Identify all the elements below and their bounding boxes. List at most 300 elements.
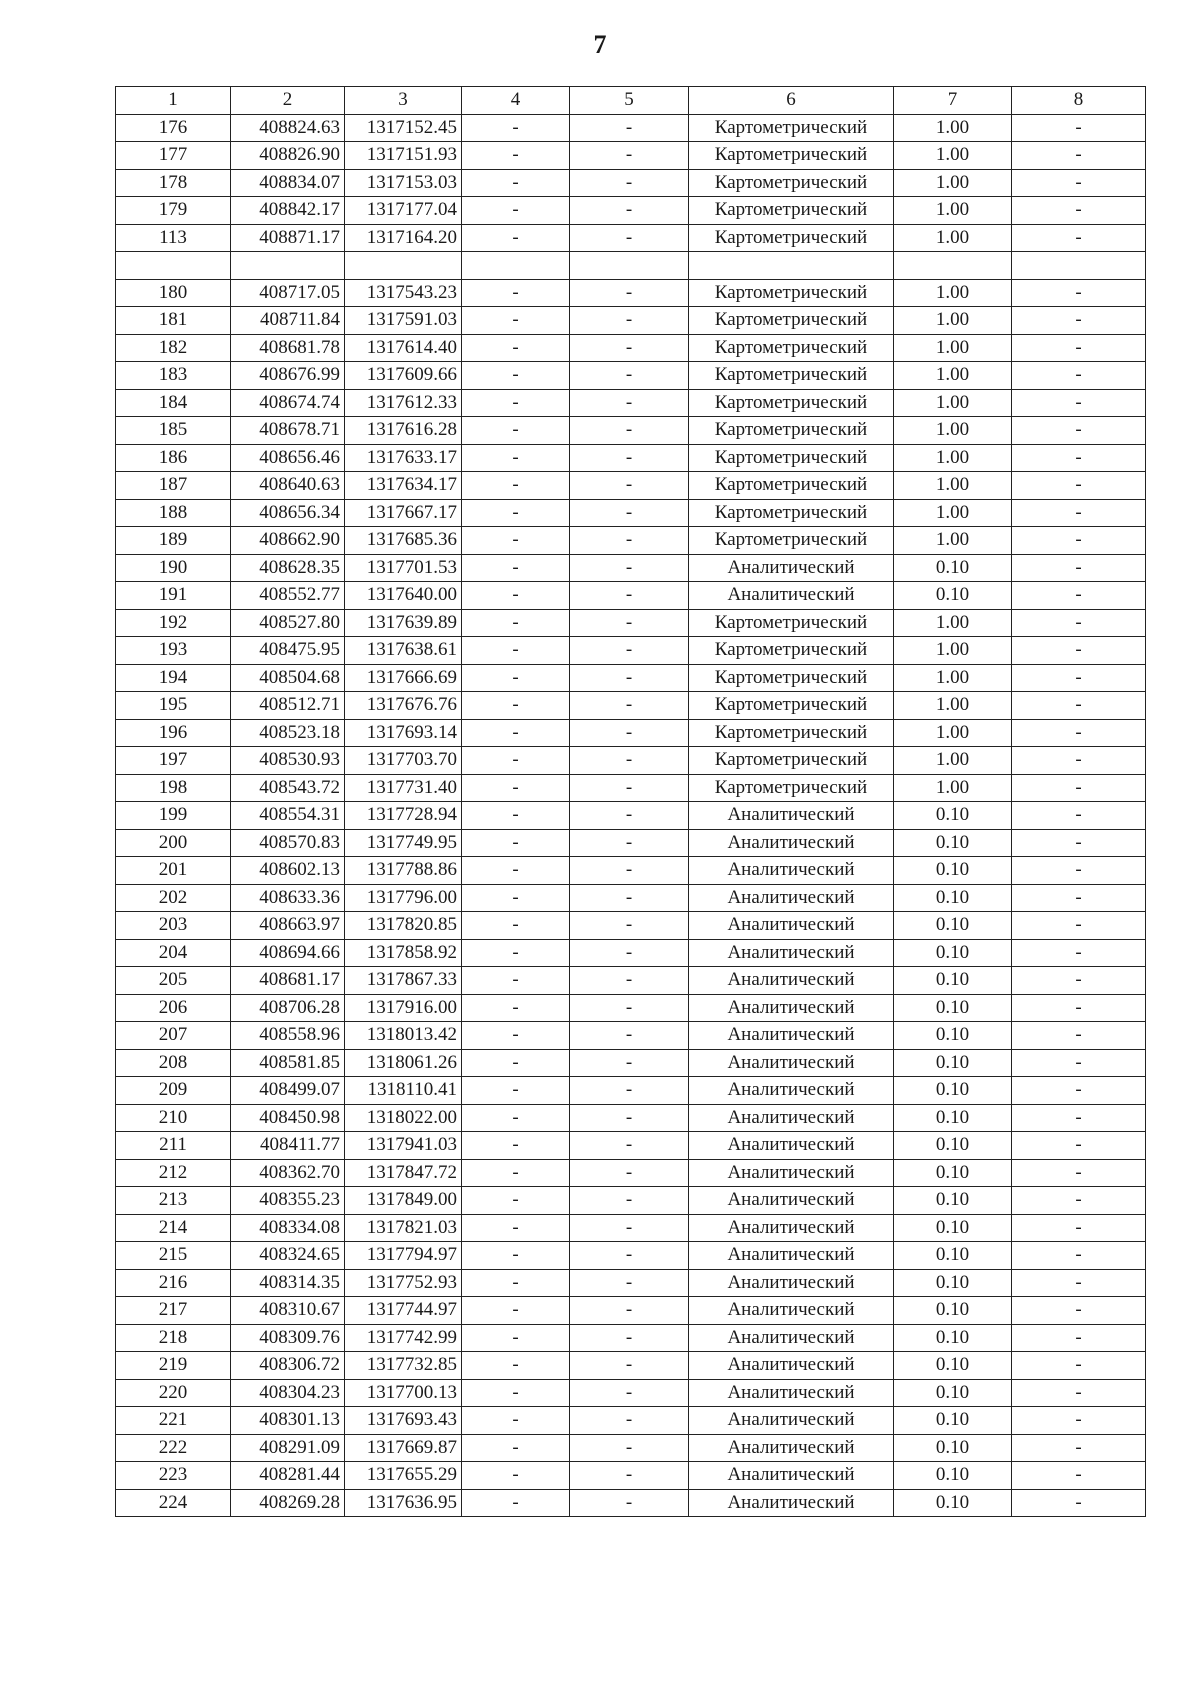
method-cell: Аналитический: [689, 1242, 894, 1270]
col5-cell: -: [570, 637, 689, 665]
col8-cell: -: [1012, 774, 1146, 802]
col4-cell: [462, 252, 570, 280]
col4-cell: -: [462, 609, 570, 637]
method-cell: Аналитический: [689, 802, 894, 830]
accuracy-cell: 1.00: [894, 169, 1012, 197]
y-coordinate-cell: 1317633.17: [345, 444, 462, 472]
method-cell: Картометрический: [689, 169, 894, 197]
accuracy-cell: 1.00: [894, 307, 1012, 335]
point-number-cell: 192: [116, 609, 231, 637]
col8-cell: -: [1012, 664, 1146, 692]
accuracy-cell: 0.10: [894, 912, 1012, 940]
accuracy-cell: 1.00: [894, 719, 1012, 747]
x-coordinate-cell: 408681.17: [231, 967, 345, 995]
x-coordinate-cell: 408717.05: [231, 279, 345, 307]
accuracy-cell: 0.10: [894, 1407, 1012, 1435]
col5-cell: -: [570, 802, 689, 830]
table-row: [116, 1352, 1146, 1380]
accuracy-cell: 0.10: [894, 1324, 1012, 1352]
accuracy-cell: 0.10: [894, 1489, 1012, 1517]
y-coordinate-cell: 1317796.00: [345, 884, 462, 912]
col5-cell: -: [570, 1269, 689, 1297]
x-coordinate-cell: 408314.35: [231, 1269, 345, 1297]
col5-cell: -: [570, 829, 689, 857]
method-cell: Аналитический: [689, 1077, 894, 1105]
table-row: [116, 1049, 1146, 1077]
method-cell: Картометрический: [689, 472, 894, 500]
col8-cell: -: [1012, 362, 1146, 390]
method-cell: Аналитический: [689, 1462, 894, 1490]
accuracy-cell: 1.00: [894, 334, 1012, 362]
col8-cell: -: [1012, 1187, 1146, 1215]
point-number-cell: 212: [116, 1159, 231, 1187]
table-row: [116, 582, 1146, 610]
method-cell: Картометрический: [689, 747, 894, 775]
col4-cell: -: [462, 692, 570, 720]
y-coordinate-cell: 1317634.17: [345, 472, 462, 500]
y-coordinate-cell: 1317794.97: [345, 1242, 462, 1270]
accuracy-cell: 0.10: [894, 857, 1012, 885]
accuracy-cell: 0.10: [894, 1269, 1012, 1297]
accuracy-cell: 0.10: [894, 1187, 1012, 1215]
col8-cell: -: [1012, 1269, 1146, 1297]
col5-cell: -: [570, 554, 689, 582]
method-cell: Картометрический: [689, 664, 894, 692]
col8-cell: -: [1012, 857, 1146, 885]
method-cell: Картометрический: [689, 774, 894, 802]
y-coordinate-cell: 1317858.92: [345, 939, 462, 967]
x-coordinate-cell: 408826.90: [231, 142, 345, 170]
accuracy-cell: 1.00: [894, 499, 1012, 527]
table-header-row: [116, 87, 1146, 115]
col4-cell: -: [462, 664, 570, 692]
y-coordinate-cell: 1317638.61: [345, 637, 462, 665]
col5-cell: -: [570, 747, 689, 775]
col4-cell: -: [462, 994, 570, 1022]
x-coordinate-cell: 408834.07: [231, 169, 345, 197]
col4-cell: -: [462, 1379, 570, 1407]
accuracy-cell: 1.00: [894, 664, 1012, 692]
col8-cell: -: [1012, 1352, 1146, 1380]
y-coordinate-cell: 1317788.86: [345, 857, 462, 885]
x-coordinate-cell: 408281.44: [231, 1462, 345, 1490]
col5-cell: -: [570, 1187, 689, 1215]
col8-cell: -: [1012, 527, 1146, 555]
method-cell: Аналитический: [689, 1269, 894, 1297]
col8-cell: -: [1012, 1104, 1146, 1132]
accuracy-cell: 0.10: [894, 1297, 1012, 1325]
method-cell: Аналитический: [689, 1407, 894, 1435]
col8-cell: -: [1012, 747, 1146, 775]
accuracy-cell: 0.10: [894, 939, 1012, 967]
point-number-cell: 193: [116, 637, 231, 665]
table-row: [116, 527, 1146, 555]
col4-cell: -: [462, 362, 570, 390]
accuracy-cell: 0.10: [894, 967, 1012, 995]
y-coordinate-cell: 1317612.33: [345, 389, 462, 417]
col8-cell: -: [1012, 609, 1146, 637]
x-coordinate-cell: 408552.77: [231, 582, 345, 610]
x-coordinate-cell: 408694.66: [231, 939, 345, 967]
column-header: 1: [116, 87, 231, 115]
point-number-cell: 198: [116, 774, 231, 802]
y-coordinate-cell: 1318013.42: [345, 1022, 462, 1050]
col5-cell: -: [570, 994, 689, 1022]
col4-cell: -: [462, 197, 570, 225]
col8-cell: -: [1012, 582, 1146, 610]
x-coordinate-cell: 408291.09: [231, 1434, 345, 1462]
point-number-cell: 183: [116, 362, 231, 390]
method-cell: Картометрический: [689, 279, 894, 307]
x-coordinate-cell: 408523.18: [231, 719, 345, 747]
table-row: [116, 1379, 1146, 1407]
col4-cell: -: [462, 142, 570, 170]
point-number-cell: 196: [116, 719, 231, 747]
col5-cell: -: [570, 527, 689, 555]
col5-cell: -: [570, 362, 689, 390]
col4-cell: -: [462, 1462, 570, 1490]
col5-cell: [570, 252, 689, 280]
col8-cell: -: [1012, 472, 1146, 500]
x-coordinate-cell: 408512.71: [231, 692, 345, 720]
column-header: 7: [894, 87, 1012, 115]
method-cell: Аналитический: [689, 1132, 894, 1160]
accuracy-cell: 0.10: [894, 1434, 1012, 1462]
col5-cell: -: [570, 1324, 689, 1352]
col4-cell: -: [462, 747, 570, 775]
method-cell: Картометрический: [689, 142, 894, 170]
point-number-cell: 185: [116, 417, 231, 445]
table-row: [116, 609, 1146, 637]
point-number-cell: 190: [116, 554, 231, 582]
method-cell: Картометрический: [689, 389, 894, 417]
y-coordinate-cell: 1317177.04: [345, 197, 462, 225]
col5-cell: -: [570, 1049, 689, 1077]
table-row: [116, 692, 1146, 720]
col5-cell: -: [570, 912, 689, 940]
point-number-cell: 191: [116, 582, 231, 610]
point-number-cell: 197: [116, 747, 231, 775]
y-coordinate-cell: 1317591.03: [345, 307, 462, 335]
point-number-cell: 188: [116, 499, 231, 527]
col5-cell: -: [570, 197, 689, 225]
x-coordinate-cell: 408310.67: [231, 1297, 345, 1325]
col5-cell: -: [570, 1407, 689, 1435]
table-row: [116, 417, 1146, 445]
col5-cell: -: [570, 279, 689, 307]
point-number-cell: 204: [116, 939, 231, 967]
col5-cell: -: [570, 142, 689, 170]
y-coordinate-cell: 1317701.53: [345, 554, 462, 582]
accuracy-cell: 0.10: [894, 1022, 1012, 1050]
table-row: [116, 1269, 1146, 1297]
col8-cell: -: [1012, 939, 1146, 967]
coordinates-table: [115, 86, 1146, 1517]
col5-cell: -: [570, 664, 689, 692]
table-row: [116, 169, 1146, 197]
col8-cell: -: [1012, 224, 1146, 252]
x-coordinate-cell: 408527.80: [231, 609, 345, 637]
method-cell: Аналитический: [689, 1159, 894, 1187]
col4-cell: -: [462, 1324, 570, 1352]
table-row: [116, 142, 1146, 170]
col8-cell: -: [1012, 802, 1146, 830]
point-number-cell: 211: [116, 1132, 231, 1160]
point-number-cell: 207: [116, 1022, 231, 1050]
x-coordinate-cell: 408711.84: [231, 307, 345, 335]
x-coordinate-cell: 408656.34: [231, 499, 345, 527]
x-coordinate-cell: 408543.72: [231, 774, 345, 802]
col4-cell: -: [462, 884, 570, 912]
y-coordinate-cell: 1317614.40: [345, 334, 462, 362]
point-number-cell: 223: [116, 1462, 231, 1490]
col4-cell: -: [462, 967, 570, 995]
accuracy-cell: 0.10: [894, 829, 1012, 857]
col8-cell: -: [1012, 1077, 1146, 1105]
accuracy-cell: [894, 252, 1012, 280]
table-row: [116, 747, 1146, 775]
method-cell: Аналитический: [689, 582, 894, 610]
accuracy-cell: 0.10: [894, 554, 1012, 582]
table-row: [116, 664, 1146, 692]
method-cell: Картометрический: [689, 719, 894, 747]
point-number-cell: 221: [116, 1407, 231, 1435]
col5-cell: -: [570, 1462, 689, 1490]
accuracy-cell: 1.00: [894, 114, 1012, 142]
method-cell: Картометрический: [689, 417, 894, 445]
accuracy-cell: 1.00: [894, 692, 1012, 720]
x-coordinate-cell: 408662.90: [231, 527, 345, 555]
x-coordinate-cell: 408602.13: [231, 857, 345, 885]
x-coordinate-cell: 408628.35: [231, 554, 345, 582]
y-coordinate-cell: 1317941.03: [345, 1132, 462, 1160]
table-row: [116, 1187, 1146, 1215]
accuracy-cell: 0.10: [894, 1159, 1012, 1187]
table-row: [116, 857, 1146, 885]
x-coordinate-cell: 408334.08: [231, 1214, 345, 1242]
col4-cell: -: [462, 582, 570, 610]
col8-cell: -: [1012, 1159, 1146, 1187]
table-row: [116, 362, 1146, 390]
point-number-cell: 205: [116, 967, 231, 995]
method-cell: Аналитический: [689, 1489, 894, 1517]
table-row: [116, 1434, 1146, 1462]
x-coordinate-cell: 408581.85: [231, 1049, 345, 1077]
col4-cell: -: [462, 1434, 570, 1462]
x-coordinate-cell: 408504.68: [231, 664, 345, 692]
col8-cell: -: [1012, 719, 1146, 747]
col4-cell: -: [462, 279, 570, 307]
y-coordinate-cell: 1317731.40: [345, 774, 462, 802]
point-number-cell: 113: [116, 224, 231, 252]
table-row: [116, 224, 1146, 252]
method-cell: Аналитический: [689, 1297, 894, 1325]
point-number-cell: 176: [116, 114, 231, 142]
col5-cell: -: [570, 1104, 689, 1132]
y-coordinate-cell: 1317164.20: [345, 224, 462, 252]
method-cell: Аналитический: [689, 994, 894, 1022]
col4-cell: -: [462, 1297, 570, 1325]
table-row: [116, 912, 1146, 940]
table-row: [116, 472, 1146, 500]
method-cell: Аналитический: [689, 1214, 894, 1242]
table-row: [116, 252, 1146, 280]
table-row: [116, 279, 1146, 307]
method-cell: Картометрический: [689, 499, 894, 527]
point-number-cell: 209: [116, 1077, 231, 1105]
accuracy-cell: 0.10: [894, 1104, 1012, 1132]
col5-cell: -: [570, 114, 689, 142]
col4-cell: -: [462, 1159, 570, 1187]
point-number-cell: 203: [116, 912, 231, 940]
x-coordinate-cell: 408411.77: [231, 1132, 345, 1160]
y-coordinate-cell: 1318022.00: [345, 1104, 462, 1132]
col5-cell: -: [570, 609, 689, 637]
column-header: 3: [345, 87, 462, 115]
y-coordinate-cell: 1317655.29: [345, 1462, 462, 1490]
y-coordinate-cell: 1317639.89: [345, 609, 462, 637]
col5-cell: -: [570, 499, 689, 527]
accuracy-cell: 1.00: [894, 444, 1012, 472]
y-coordinate-cell: 1317669.87: [345, 1434, 462, 1462]
table-row: [116, 307, 1146, 335]
col5-cell: -: [570, 307, 689, 335]
table-body: [116, 114, 1146, 1517]
col8-cell: -: [1012, 389, 1146, 417]
col5-cell: -: [570, 472, 689, 500]
method-cell: Картометрический: [689, 692, 894, 720]
accuracy-cell: 0.10: [894, 1132, 1012, 1160]
col4-cell: -: [462, 1104, 570, 1132]
accuracy-cell: 0.10: [894, 884, 1012, 912]
method-cell: Аналитический: [689, 1352, 894, 1380]
y-coordinate-cell: 1317640.00: [345, 582, 462, 610]
y-coordinate-cell: 1317744.97: [345, 1297, 462, 1325]
y-coordinate-cell: 1317752.93: [345, 1269, 462, 1297]
col8-cell: -: [1012, 142, 1146, 170]
method-cell: Картометрический: [689, 609, 894, 637]
method-cell: Аналитический: [689, 1379, 894, 1407]
y-coordinate-cell: 1317820.85: [345, 912, 462, 940]
y-coordinate-cell: 1317151.93: [345, 142, 462, 170]
point-number-cell: 180: [116, 279, 231, 307]
col4-cell: -: [462, 444, 570, 472]
accuracy-cell: 1.00: [894, 142, 1012, 170]
x-coordinate-cell: 408475.95: [231, 637, 345, 665]
method-cell: Аналитический: [689, 884, 894, 912]
x-coordinate-cell: 408530.93: [231, 747, 345, 775]
col4-cell: -: [462, 1022, 570, 1050]
accuracy-cell: 1.00: [894, 224, 1012, 252]
method-cell: Картометрический: [689, 637, 894, 665]
y-coordinate-cell: 1317749.95: [345, 829, 462, 857]
x-coordinate-cell: 408324.65: [231, 1242, 345, 1270]
col4-cell: -: [462, 829, 570, 857]
table-row: [116, 774, 1146, 802]
y-coordinate-cell: 1317666.69: [345, 664, 462, 692]
x-coordinate-cell: 408706.28: [231, 994, 345, 1022]
table-row: [116, 1297, 1146, 1325]
accuracy-cell: 1.00: [894, 417, 1012, 445]
col5-cell: -: [570, 774, 689, 802]
table-row: [116, 829, 1146, 857]
col5-cell: -: [570, 1214, 689, 1242]
col4-cell: -: [462, 857, 570, 885]
x-coordinate-cell: 408663.97: [231, 912, 345, 940]
point-number-cell: 215: [116, 1242, 231, 1270]
col8-cell: -: [1012, 884, 1146, 912]
accuracy-cell: 1.00: [894, 747, 1012, 775]
method-cell: Картометрический: [689, 527, 894, 555]
point-number-cell: 189: [116, 527, 231, 555]
x-coordinate-cell: 408640.63: [231, 472, 345, 500]
method-cell: Картометрический: [689, 334, 894, 362]
col4-cell: -: [462, 389, 570, 417]
accuracy-cell: 0.10: [894, 1462, 1012, 1490]
col5-cell: -: [570, 967, 689, 995]
col5-cell: -: [570, 389, 689, 417]
col4-cell: -: [462, 1214, 570, 1242]
x-coordinate-cell: 408499.07: [231, 1077, 345, 1105]
col8-cell: -: [1012, 1022, 1146, 1050]
y-coordinate-cell: 1317693.43: [345, 1407, 462, 1435]
col5-cell: -: [570, 884, 689, 912]
point-number-cell: 199: [116, 802, 231, 830]
table-row: [116, 499, 1146, 527]
method-cell: Аналитический: [689, 1324, 894, 1352]
table-row: [116, 637, 1146, 665]
col5-cell: -: [570, 857, 689, 885]
col5-cell: -: [570, 582, 689, 610]
col8-cell: [1012, 252, 1146, 280]
x-coordinate-cell: 408570.83: [231, 829, 345, 857]
method-cell: Аналитический: [689, 829, 894, 857]
x-coordinate-cell: 408362.70: [231, 1159, 345, 1187]
method-cell: [689, 252, 894, 280]
point-number-cell: 217: [116, 1297, 231, 1325]
col4-cell: -: [462, 1489, 570, 1517]
method-cell: Аналитический: [689, 1049, 894, 1077]
table-row: [116, 1104, 1146, 1132]
col8-cell: -: [1012, 637, 1146, 665]
point-number-cell: 177: [116, 142, 231, 170]
column-header: 4: [462, 87, 570, 115]
x-coordinate-cell: 408633.36: [231, 884, 345, 912]
table-row: [116, 1022, 1146, 1050]
col8-cell: -: [1012, 554, 1146, 582]
col8-cell: -: [1012, 1462, 1146, 1490]
table-row: [116, 1462, 1146, 1490]
point-number-cell: 178: [116, 169, 231, 197]
point-number-cell: 182: [116, 334, 231, 362]
method-cell: Картометрический: [689, 444, 894, 472]
table-row: [116, 114, 1146, 142]
table-row: [116, 719, 1146, 747]
accuracy-cell: 1.00: [894, 279, 1012, 307]
y-coordinate-cell: 1318110.41: [345, 1077, 462, 1105]
col8-cell: -: [1012, 1297, 1146, 1325]
y-coordinate-cell: 1317821.03: [345, 1214, 462, 1242]
table-row: [116, 389, 1146, 417]
y-coordinate-cell: 1317676.76: [345, 692, 462, 720]
col8-cell: -: [1012, 1132, 1146, 1160]
accuracy-cell: 0.10: [894, 802, 1012, 830]
table-row: [116, 994, 1146, 1022]
y-coordinate-cell: 1317543.23: [345, 279, 462, 307]
col4-cell: -: [462, 1242, 570, 1270]
col8-cell: -: [1012, 692, 1146, 720]
col8-cell: -: [1012, 334, 1146, 362]
